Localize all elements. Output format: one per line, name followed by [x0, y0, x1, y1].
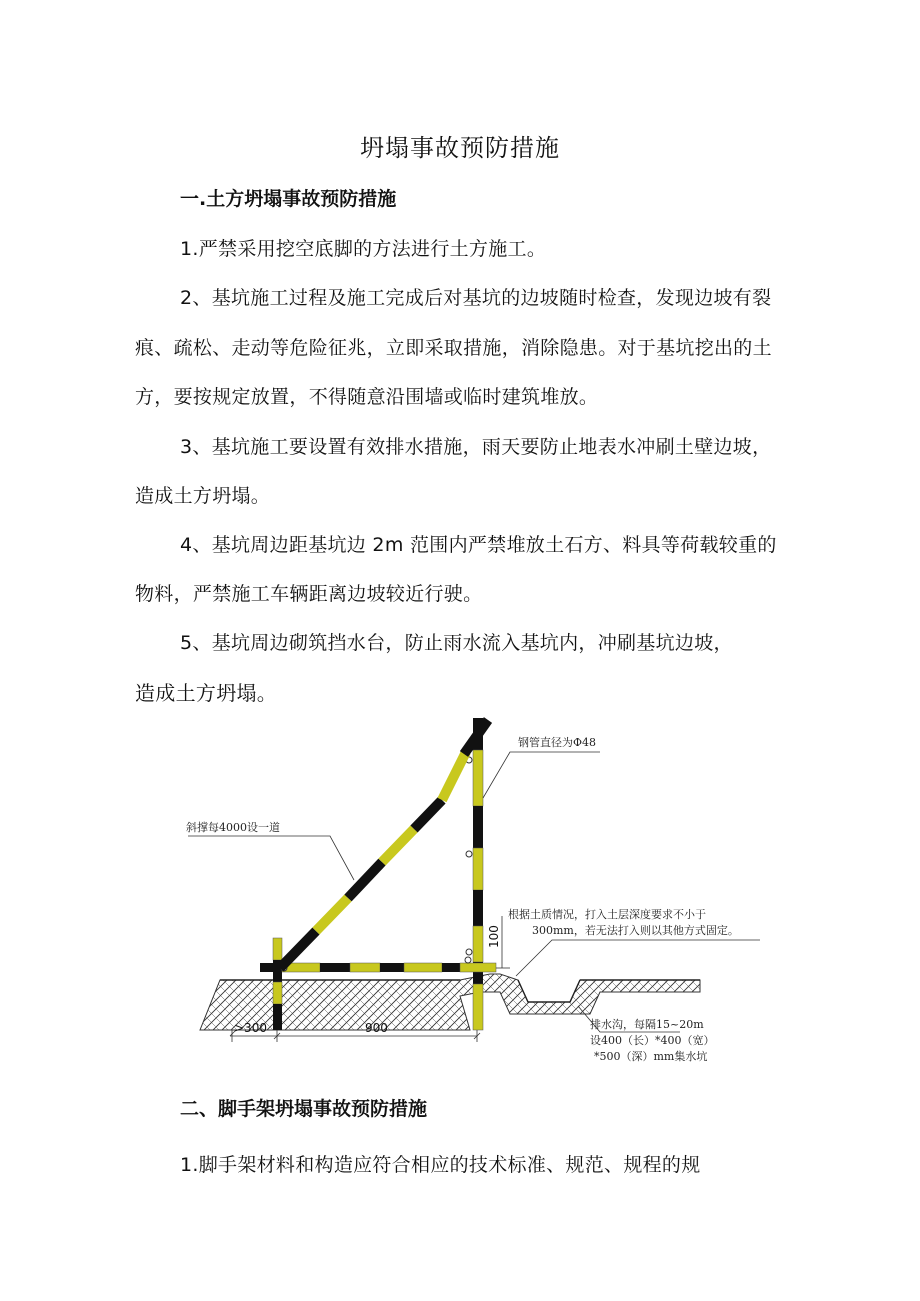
paragraph-1: 1.严禁采用挖空底脚的方法进行土方施工。	[180, 238, 547, 260]
paragraph-2-line-3: 方，要按规定放置，不得随意沿围墙或临时建筑堆放。	[135, 386, 599, 408]
dimension-900-label: 900	[365, 1021, 388, 1035]
brace-spacing-label: 斜撑每4000设一道	[186, 821, 280, 834]
dimension-100	[487, 916, 510, 968]
guardrail-diagram	[180, 712, 760, 1074]
depth-note-line-2: 300mm，若无法打入则以其他方式固定。	[532, 924, 739, 937]
dimension-100-label: 100	[487, 925, 501, 948]
drain-note-line-1: 排水沟，每隔15~20m	[590, 1018, 704, 1031]
paragraph-4-line-1: 4、基坑周边距基坑边 2m 范围内严禁堆放土石方、料具等荷载较重的	[180, 534, 777, 556]
section2-heading: 二、脚手架坍塌事故预防措施	[180, 1098, 428, 1120]
dimension-300-label: >300	[234, 1021, 267, 1035]
drain-note-line-3: *500（深）mm集水坑	[594, 1050, 708, 1063]
paragraph-4-line-2: 物料，严禁施工车辆距离边坡较近行驶。	[135, 583, 483, 605]
bottom-dimensions	[230, 1030, 480, 1042]
paragraph-2-line-1: 2、基坑施工过程及施工完成后对基坑的边坡随时检查，发现边坡有裂	[180, 287, 772, 309]
paragraph-2-line-2: 痕、疏松、走动等危险征兆，立即采取措施，消除隐患。对于基坑挖出的土	[135, 337, 772, 359]
drain-note-line-2: 设400（长）*400（宽）	[590, 1034, 715, 1047]
depth-note-line-1: 根据土质情况，打入土层深度要求不小于	[508, 908, 706, 921]
page-title: 坍塌事故预防措施	[360, 134, 560, 162]
paragraph-3-line-1: 3、基坑施工要设置有效排水措施，雨天要防止地表水冲刷土壁边坡，	[180, 436, 772, 458]
left-post	[273, 938, 282, 1030]
paragraph-5-line-1: 5、基坑周边砌筑挡水台，防止雨水流入基坑内，冲刷基坑边坡，	[180, 632, 733, 654]
paragraph-3-line-2: 造成土方坍塌。	[135, 485, 271, 507]
pipe-diameter-label: 钢管直径为Φ48	[518, 736, 597, 749]
section1-heading: 一.土方坍塌事故预防措施	[180, 188, 397, 210]
section2-paragraph-1: 1.脚手架材料和构造应符合相应的技术标准、规范、规程的规	[180, 1154, 701, 1176]
diagonal-brace	[280, 720, 488, 968]
paragraph-5-line-2: 造成土方坍塌。	[135, 681, 278, 705]
